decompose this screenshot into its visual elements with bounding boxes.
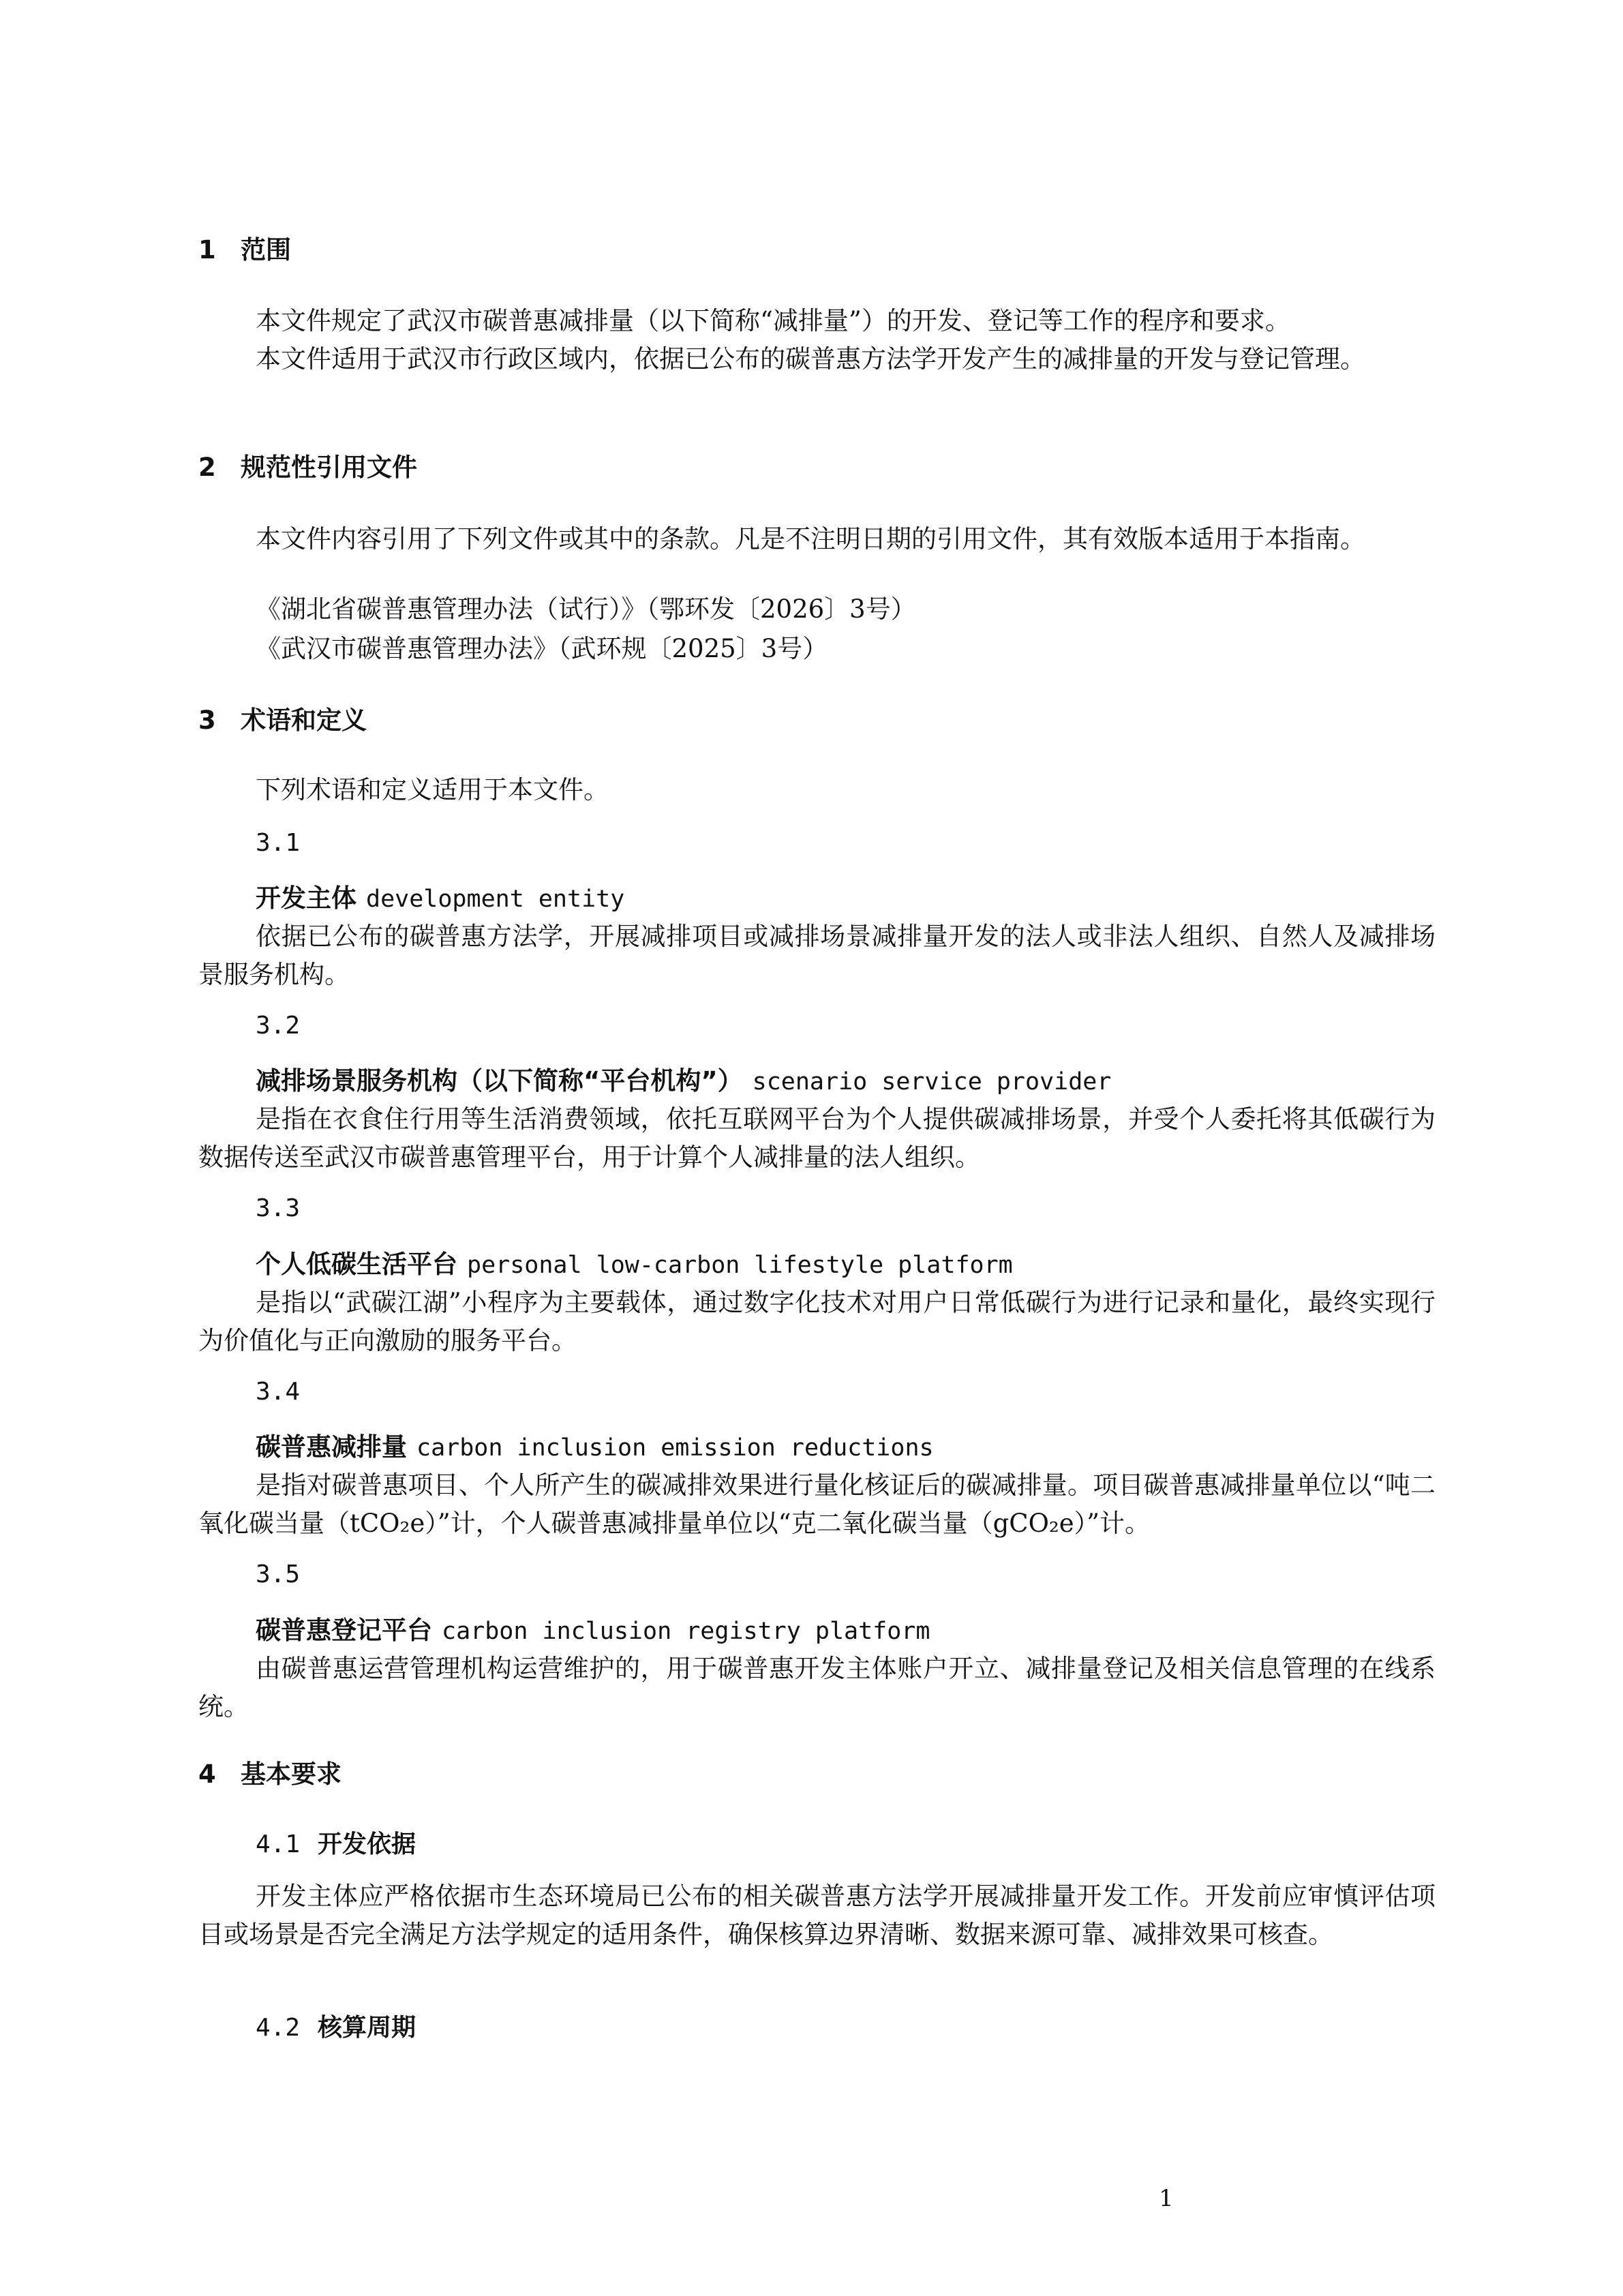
- term-en: carbon inclusion emission reductions: [416, 1434, 934, 1462]
- paragraph: 开发主体应严格依据市生态环境局已公布的相关碳普惠方法学开展减排量开发工作。开发前应审慎评估项目或场景是否完全满足方法学规定的适用条件，确保核算边界清晰、数据来源可靠、减排效果可核查。: [198, 1882, 1436, 1949]
- reference-item: 《湖北省碳普惠管理办法（试行）》（鄂环发〔2026〕3号）: [256, 594, 916, 624]
- section-number: 4: [198, 1759, 216, 1789]
- term-definition: 是指对碳普惠项目、个人所产生的碳减排效果进行量化核证后的碳减排量。项目碳普惠减排量单位以“吨二氧化碳当量（tCO₂e）”计，个人碳普惠减排量单位以“克二氧化碳当量（gCO₂e）”计。: [198, 1470, 1436, 1538]
- paragraph: 本文件规定了武汉市碳普惠减排量（以下简称“减排量”）的开发、登记等工作的程序和要求。: [256, 306, 1290, 335]
- term-number: 3.2: [256, 1012, 301, 1040]
- term-number: 3.3: [256, 1194, 301, 1222]
- term-zh: 减排场景服务机构（以下简称“平台机构”）: [256, 1066, 743, 1096]
- term-definition: 依据已公布的碳普惠方法学，开展减排项目或减排场景减排量开发的法人或非法人组织、自然人及减排场景服务机构。: [198, 922, 1436, 989]
- subsection-heading: [256, 1828, 416, 1862]
- section-3-heading: [198, 704, 367, 738]
- section-1-heading: [198, 233, 291, 267]
- term-number: 3.4: [256, 1378, 301, 1406]
- term-en: scenario service provider: [752, 1068, 1112, 1096]
- section-title: 规范性引用文件: [241, 453, 417, 482]
- subsection-title: 开发依据: [318, 1830, 416, 1858]
- section-number: 3: [198, 706, 216, 735]
- term-en: personal low-carbon lifestyle platform: [467, 1252, 1013, 1279]
- subsection-number: 4.2: [256, 2014, 301, 2042]
- paragraph: 本文件适用于武汉市行政区域内，依据已公布的碳普惠方法学开发产生的减排量的开发与登记管理。: [256, 344, 1365, 374]
- term-number: 3.5: [256, 1560, 301, 1588]
- term-title: [256, 1613, 930, 1649]
- section-number: 2: [198, 453, 216, 482]
- term-zh: 个人低碳生活平台: [256, 1250, 457, 1279]
- paragraph: 下列术语和定义适用于本文件。: [256, 775, 609, 804]
- subsection-heading: [256, 2011, 416, 2045]
- term-title: [256, 1430, 934, 1466]
- term-zh: 碳普惠登记平台: [256, 1616, 432, 1645]
- section-title: 范围: [241, 235, 291, 265]
- term-title: [256, 1063, 1111, 1100]
- section-4-heading: [198, 1757, 342, 1792]
- term-en: development entity: [366, 886, 625, 913]
- term-zh: 碳普惠减排量: [256, 1432, 407, 1462]
- section-title: 基本要求: [241, 1759, 342, 1789]
- term-title: [256, 1247, 1013, 1283]
- term-en: carbon inclusion registry platform: [442, 1618, 930, 1645]
- subsection-number: 4.1: [256, 1830, 301, 1858]
- section-2-heading: [198, 451, 417, 485]
- subsection-title: 核算周期: [318, 2014, 416, 2042]
- term-definition: 由碳普惠运营管理机构运营维护的，用于碳普惠开发主体账户开立、减排量登记及相关信息管理的在线系统。: [198, 1654, 1436, 1721]
- term-definition: 是指以“武碳江湖”小程序为主要载体，通过数字化技术对用户日常低碳行为进行记录和量化，最终实现行为价值化与正向激励的服务平台。: [198, 1288, 1436, 1355]
- term-number: 3.1: [256, 829, 301, 857]
- term-zh: 开发主体: [256, 883, 357, 913]
- section-number: 1: [198, 235, 216, 265]
- term-definition: 是指在衣食住行用等生活消费领域，依托互联网平台为个人提供碳减排场景，并受个人委托将其低碳行为数据传送至武汉市碳普惠管理平台，用于计算个人减排量的法人组织。: [198, 1104, 1436, 1172]
- paragraph: 本文件内容引用了下列文件或其中的条款。凡是不注明日期的引用文件，其有效版本适用于本指南。: [256, 524, 1365, 554]
- reference-item: 《武汉市碳普惠管理办法》（武环规〔2025〕3号）: [256, 634, 828, 663]
- section-title: 术语和定义: [241, 706, 367, 735]
- page-number: 1: [1159, 2185, 1174, 2212]
- term-title: [256, 881, 624, 917]
